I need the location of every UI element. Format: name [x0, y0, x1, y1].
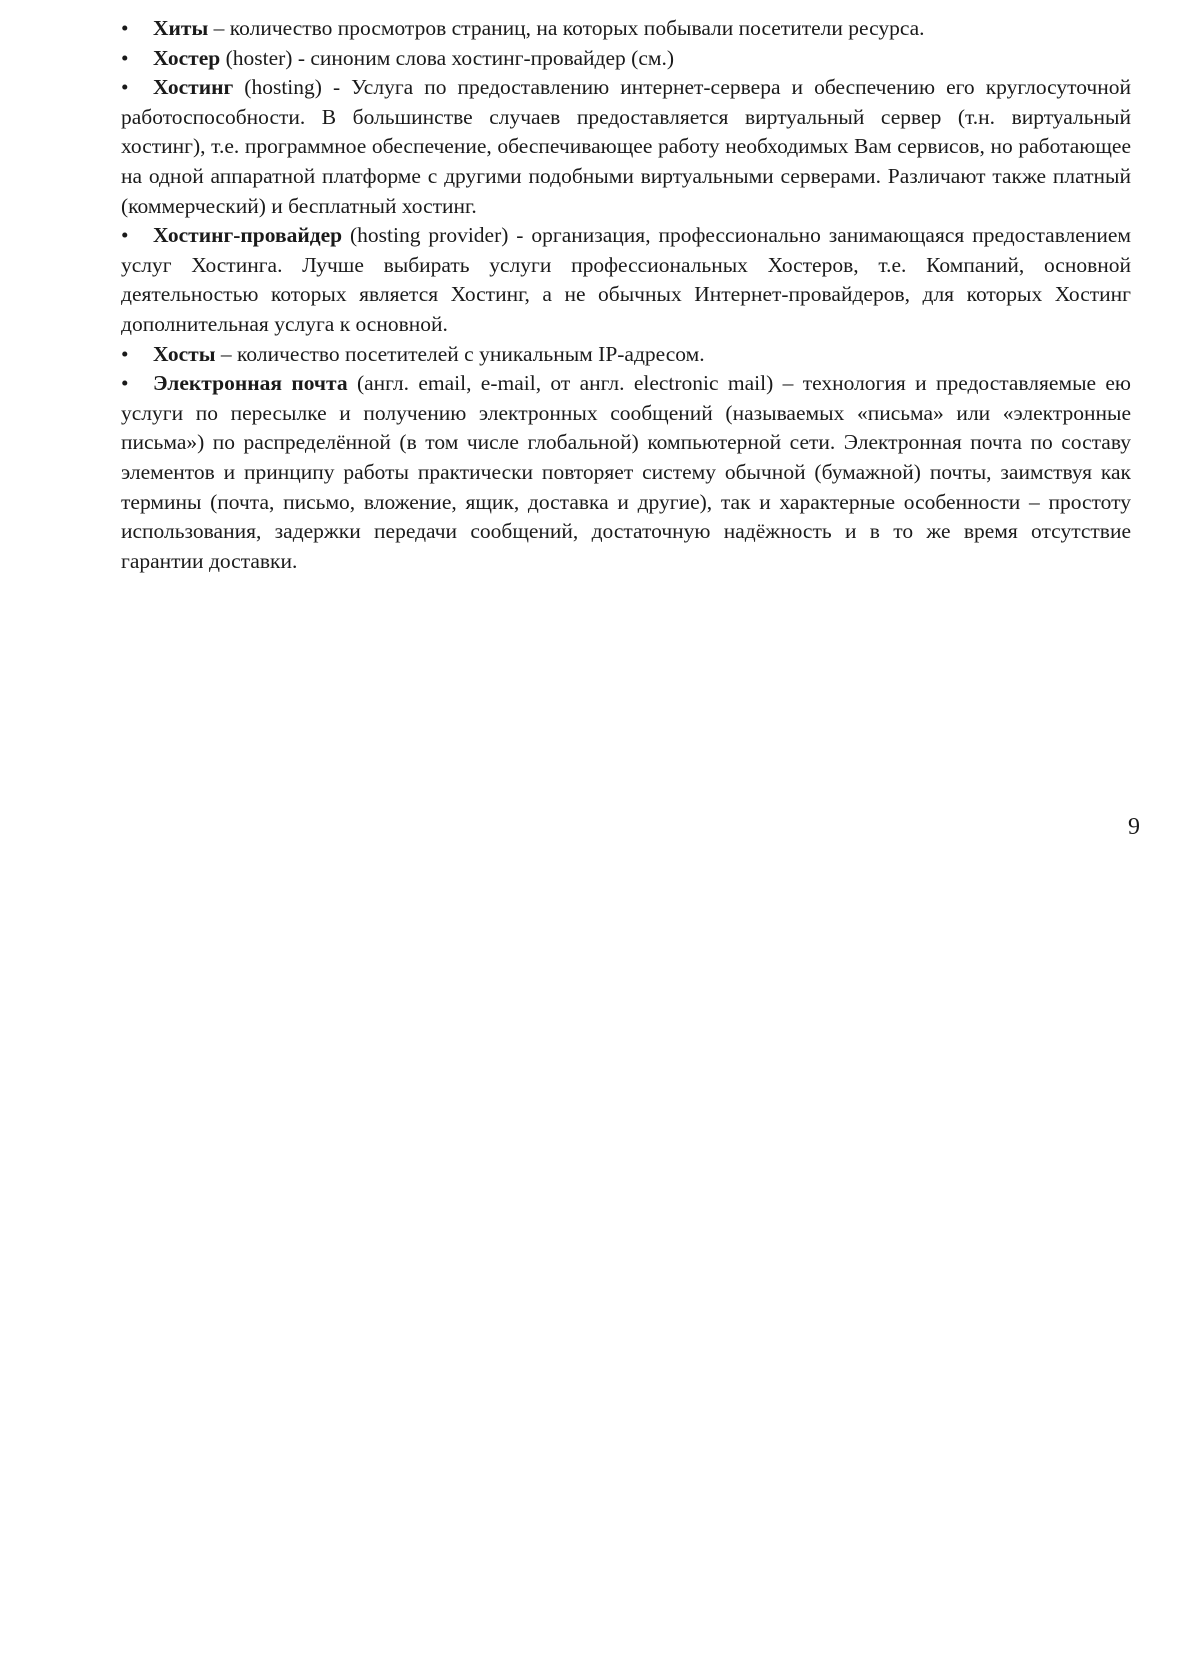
- glossary-term: Электронная почта: [153, 371, 348, 396]
- glossary-entry-email: [121, 369, 1131, 576]
- glossary-definition: (hoster) - синоним слова хостинг-провайдер (см.): [220, 45, 675, 70]
- glossary-definition: – количество посетителей с уникальным IP-адресом.: [215, 341, 705, 366]
- glossary-entry-hits: [121, 14, 1131, 44]
- glossary-entry-hosting: [121, 73, 1131, 221]
- glossary-term: Хосты: [153, 341, 216, 366]
- bullet-marker: •: [121, 16, 129, 40]
- glossary-entry-hosting-provider: [121, 221, 1131, 339]
- glossary-text: [121, 14, 1131, 576]
- glossary-term: Хиты: [153, 16, 209, 40]
- glossary-definition: (hosting) - Услуга по предоставлению интернет-сервера и обеспечению его круглосуточной работоспособности. В большинстве случаев предоставляется виртуальный сервер (т.н. виртуальный хостинг), т.е. программное обеспечение, обеспечивающее работу необходимых Вам сервисов, но работающее на одной аппаратной платформе с другими подобными виртуальными серверами. Различают также платный (коммерческий) и бесплатный хостинг.: [121, 75, 1131, 218]
- glossary-entry-hoster: [121, 44, 1131, 74]
- glossary-term: Хостинг: [153, 75, 234, 100]
- glossary-term: Хостер: [153, 45, 221, 70]
- bullet-marker: •: [121, 371, 129, 396]
- glossary-entry-hosts: [121, 340, 1131, 370]
- bullet-marker: •: [121, 223, 129, 248]
- bullet-marker: •: [121, 341, 129, 366]
- glossary-definition: (hosting provider) - организация, профессионально занимающаяся предоставлением услуг Хостинга. Лучше выбирать услуги профессиональных Хостеров, т.е. Компаний, основной деятельностью которых является Хостинг, а не обычных Интернет-провайдеров, для которых Хостинг дополнительная услуга к основной.: [121, 223, 1131, 336]
- bullet-marker: •: [121, 45, 129, 70]
- page-number: 9: [1128, 814, 1140, 840]
- bullet-marker: •: [121, 75, 129, 100]
- glossary-definition: (англ. email, e-mail, от англ. electronic mail) – технология и предоставляемые ею услуги по пересылке и получению электронных сообщений (называемых «письма» или «электронные письма») по распределённой (в том числе глобальной) компьютерной сети. Электронная почта по составу элементов и принципу работы практически повторяет систему обычной (бумажной) почты, заимствуя как термины (почта, письмо, вложение, ящик, доставка и другие), так и характерные особенности – простоту использования, задержки передачи сообщений, достаточную надёжность и в то же время отсутствие гарантии доставки.: [121, 371, 1131, 573]
- glossary-definition: – количество просмотров страниц, на которых побывали посетители ресурса.: [208, 16, 925, 40]
- glossary-term: Хостинг-провайдер: [153, 223, 343, 248]
